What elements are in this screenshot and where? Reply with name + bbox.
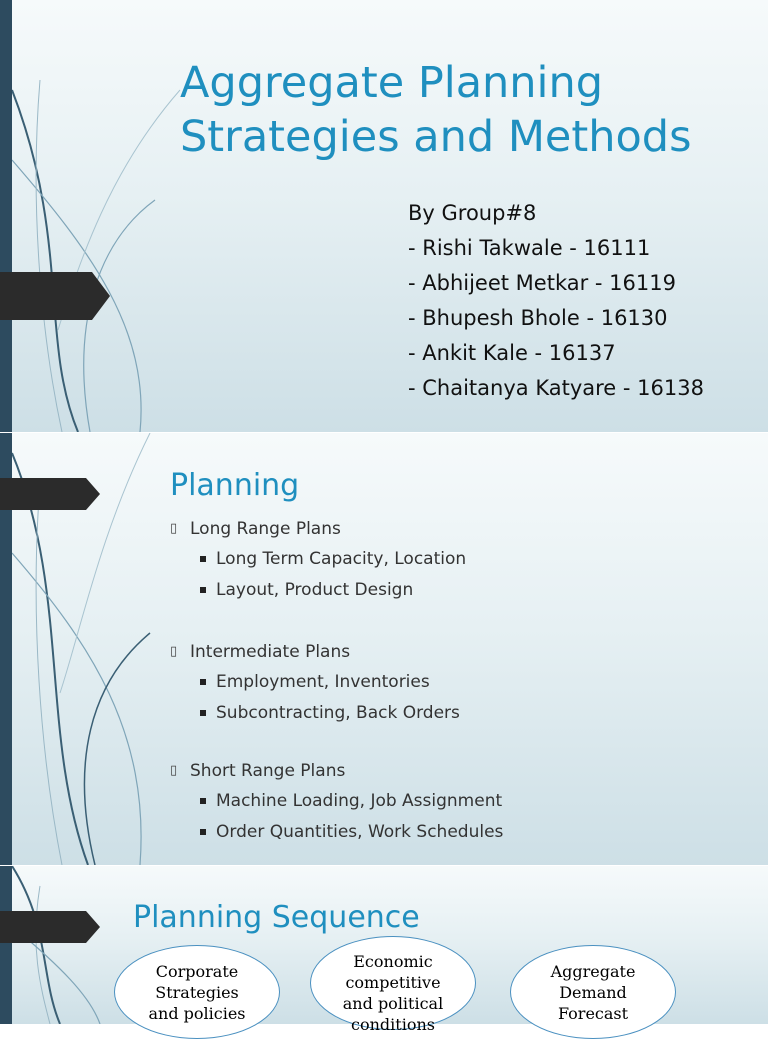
plan-item: Order Quantities, Work Schedules (198, 817, 503, 848)
sequence-oval-demand: Aggregate Demand Forecast (510, 945, 676, 1039)
plan-group (170, 756, 503, 848)
plan-item: Employment, Inventories (198, 667, 503, 698)
planning-sequence-title: Planning Sequence (133, 900, 420, 935)
planning-list (170, 514, 503, 848)
author-line: - Abhijeet Metkar - 16119 (408, 271, 676, 295)
author-line: By Group#8 (408, 201, 537, 225)
plan-group-label: ▯ Long Range Plans (170, 514, 503, 544)
author-line: - Bhupesh Bhole - 16130 (408, 306, 668, 330)
plan-group (170, 514, 503, 606)
author-line: - Chaitanya Katyare - 16138 (408, 376, 704, 400)
plan-item: Machine Loading, Job Assignment (198, 786, 503, 817)
left-accent-bar (0, 866, 12, 1024)
author-list (408, 196, 704, 406)
plan-item: Long Term Capacity, Location (198, 544, 503, 575)
sequence-oval-economic: Economic competitive and political conditions (310, 936, 476, 1030)
left-accent-bar (0, 0, 12, 432)
plan-group-label: ▯ Intermediate Plans (170, 637, 503, 667)
plan-group-label: ▯ Short Range Plans (170, 756, 503, 786)
arrow-tag-icon (0, 911, 100, 943)
author-line: - Ankit Kale - 16137 (408, 341, 616, 365)
plan-item: Layout, Product Design (198, 575, 503, 606)
arrow-tag-icon (0, 272, 110, 320)
title-slide (0, 0, 768, 432)
plan-item: Subcontracting, Back Orders (198, 698, 503, 729)
author-line: - Rishi Takwale - 16111 (408, 236, 651, 260)
planning-title: Planning (170, 468, 300, 503)
presentation-title: Aggregate Planning Strategies and Methods (180, 58, 692, 162)
plan-group (170, 637, 503, 729)
sequence-oval-corporate: Corporate Strategies and policies (114, 945, 280, 1039)
arrow-tag-icon (0, 478, 100, 510)
